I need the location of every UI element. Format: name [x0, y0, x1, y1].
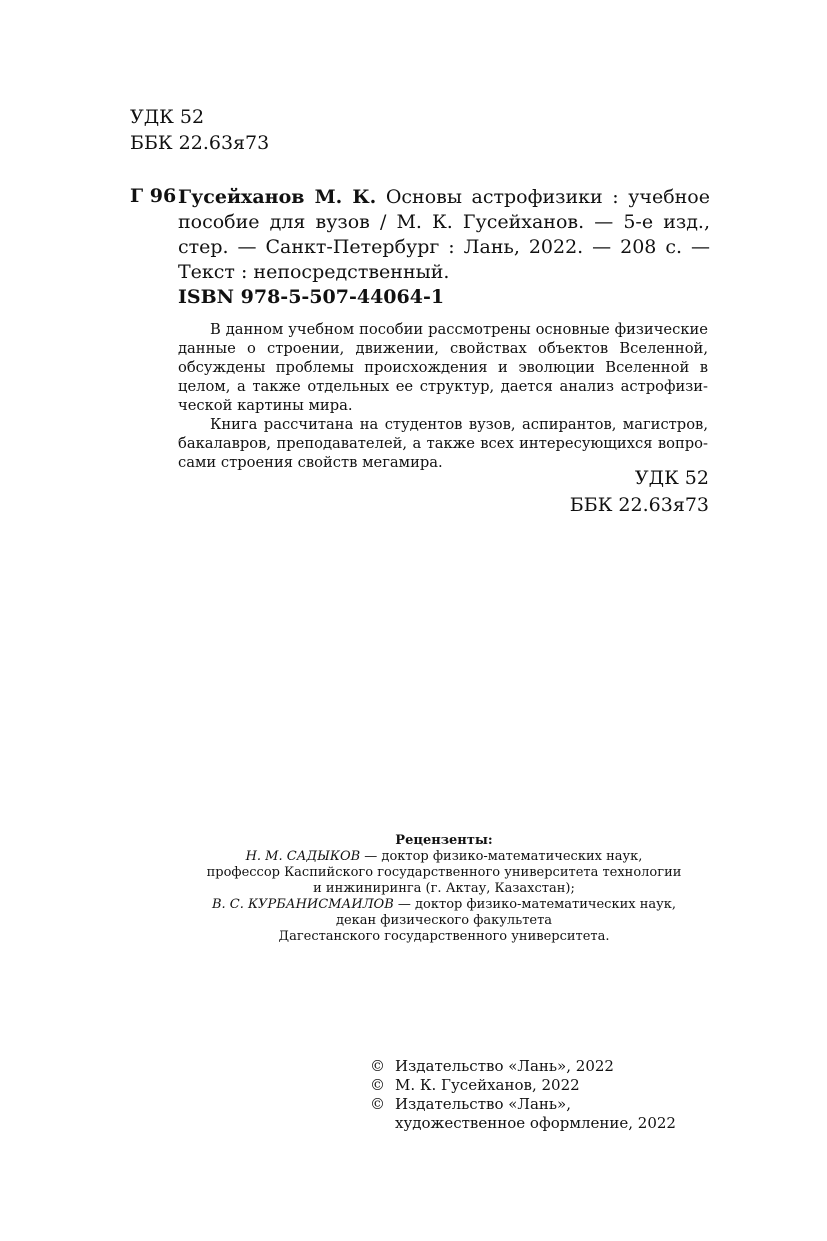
author-mark: Г 96 [130, 185, 177, 207]
entry-line-3: стер. — Санкт-Петербург : Лань, 2022. — 208 с. — [178, 236, 710, 258]
reviewer-1-line-3: и инжиниринга (г. Актау, Казахстан); [313, 881, 575, 896]
bbk-code-bottom: ББК 22.63я73 [569, 494, 709, 516]
copyright-publisher: Издательство «Лань», 2022 [395, 1057, 614, 1075]
annotation-line: В данном учебном пособии рассмотрены основные физические [210, 321, 708, 338]
copyright-design-line-2: художественное оформление, 2022 [395, 1114, 676, 1132]
bbk-code: ББК 22.63я73 [130, 132, 270, 154]
reviewers-block [130, 833, 758, 945]
annotation-line: бакалавров, преподавателей, а также всех интересующихся вопро- [178, 435, 708, 452]
udk-code-bottom: УДК 52 [634, 467, 709, 489]
entry-line-2: пособие для вузов / М. К. Гусейханов. — 5-е изд., [178, 211, 710, 233]
reviewer-1-line-2: профессор Каспийского государственного университета технологии [206, 865, 682, 880]
annotation [178, 320, 708, 472]
reviewer-2-line-1: В. С. КУРБАНИСМАИЛОВ — доктор физико-математических наук, [211, 897, 677, 912]
bibliographic-entry [178, 185, 710, 285]
copyright-symbol: © [370, 1095, 385, 1113]
copyright-design-line-1: Издательство «Лань», [395, 1095, 572, 1113]
entry-author: Гусейханов М. К. [178, 186, 377, 208]
annotation-line: ческой картины мира. [178, 397, 353, 414]
copyright-author: М. К. Гусейханов, 2022 [395, 1076, 580, 1094]
copyright-symbol: © [370, 1076, 385, 1094]
udk-code: УДК 52 [130, 106, 205, 128]
annotation-line: целом, а также отдельных ее структур, дается анализ астрофизи- [178, 378, 708, 395]
entry-line-1 [178, 185, 710, 210]
annotation-line: сами строения свойств мегамира. [178, 454, 443, 471]
reviewer-1-name: Н. М. САДЫКОВ [245, 849, 361, 864]
copyright-symbol: © [370, 1057, 385, 1075]
annotation-line: Книга рассчитана на студентов вузов, аспирантов, магистров, [210, 416, 708, 433]
entry-title: Основы астрофизики : учебное [376, 186, 710, 208]
reviewer-1-line-1: Н. М. САДЫКОВ — доктор физико-математических наук, [245, 849, 643, 864]
annotation-line: обсуждены проблемы происхождения и эволюции Вселенной в [178, 359, 708, 376]
reviewer-2-line-3: Дагестанского государственного университета. [278, 929, 610, 944]
classification-block-top [130, 104, 269, 156]
entry-line-4: Текст : непосредственный. [178, 261, 450, 283]
reviewer-2-line-2: декан физического факультета [335, 913, 553, 928]
classification-block-bottom [570, 465, 709, 519]
reviewers-heading: Рецензенты: [395, 833, 493, 848]
annotation-line: данные о строении, движении, свойствах объектов Вселенной, [178, 340, 708, 357]
isbn: ISBN 978-5-507-44064-1 [178, 286, 445, 308]
reviewer-2-name: В. С. КУРБАНИСМАИЛОВ [211, 897, 394, 912]
